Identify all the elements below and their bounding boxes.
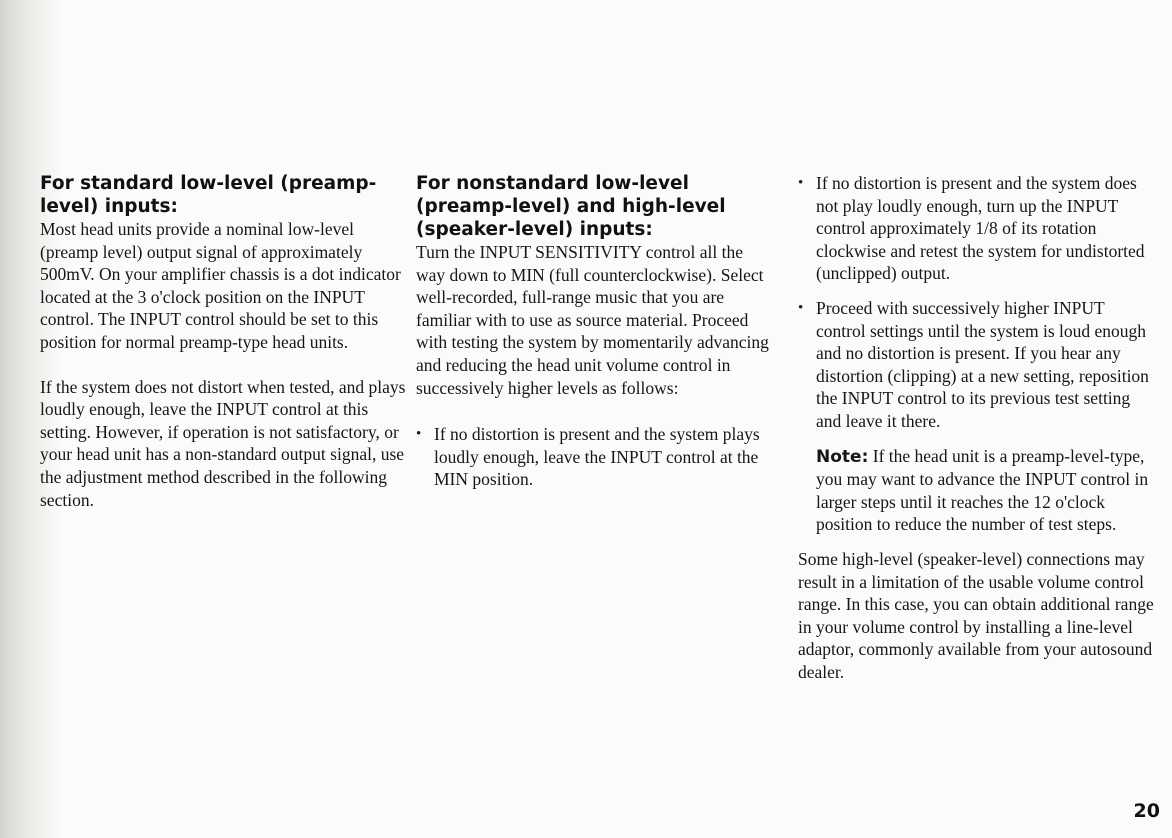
nonstandard-inputs-heading: For nonstandard low-level (preamp-level) and high-level (speaker-level) inputs:: [416, 173, 726, 240]
list-item: • Proceed with successively higher INPUT control settings until the system is loud enough and no distortion is present. If you hear any distortion (clipping) at a new setting, reposition the INPUT control to its previous test setting and leave it there.: [798, 297, 1158, 433]
standard-inputs-paragraph-2: If the system does not distort when tested, and plays loudly enough, leave the INPUT control at this setting. However, if operation is not satisfactory, or your head unit has a non-standard output signal, use the adjustment method described in the following section.: [40, 376, 406, 510]
list-item: • If no distortion is present and the system does not play loudly enough, turn up the INPUT control approximately 1/8 of its rotation clockwise and retest the system for undistorted (unclipped) output.: [798, 172, 1158, 285]
closing-paragraph: Some high-level (speaker-level) connections may result in a limitation of the usable volume control range. In this case, you can obtain additional range in your volume control by installing a line-level adaptor, commonly available from your autosound dealer.: [798, 548, 1154, 682]
list-item: • If no distortion is present and the system plays loudly enough, leave the INPUT control at the MIN position.: [416, 423, 776, 491]
nonstandard-inputs-paragraph: Turn the INPUT SENSITIVITY control all the way down to MIN (full counterclockwise). Select well-recorded, full-range music that you are familiar with to use as source material. Proceed with testing the system by momentarily advancing and reducing the head unit volume control in successively higher levels as follows:: [416, 242, 769, 398]
note-text: If the head unit is a preamp-level-type, you may want to advance the INPUT control in larger steps until it reaches the 12 o'clock position to reduce the number of test steps.: [816, 445, 1149, 535]
standard-inputs-heading: For standard low-level (preamp- level) inputs:: [40, 173, 377, 217]
column-left: [40, 172, 410, 511]
middle-bullet-list: [416, 423, 776, 491]
page-number: 20: [1133, 800, 1160, 822]
right-bullet-list: [798, 172, 1158, 433]
column-middle: [416, 172, 776, 491]
column-right: [798, 172, 1158, 683]
note-label: Note:: [816, 446, 869, 467]
standard-inputs-paragraph-1: Most head units provide a nominal low-level (preamp level) output signal of approximately 500mV. On your amplifier chassis is a dot indicator located at the 3 o'clock position on the INPUT control. The INPUT control should be set to this position for normal preamp-type head units.: [40, 219, 401, 352]
note-paragraph: [798, 445, 1158, 536]
